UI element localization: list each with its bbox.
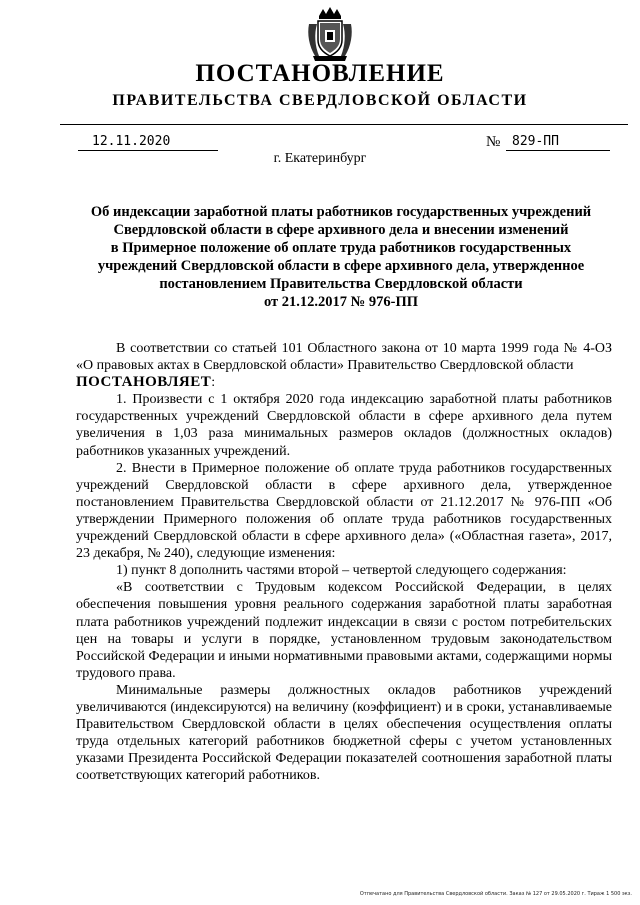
- heading-line: постановлением Правительства Свердловской области: [159, 276, 523, 292]
- heading-line: от 21.12.2017 № 976-ПП: [263, 294, 418, 310]
- heading-line: в Примерное положение об оплате труда работников государственных: [110, 240, 572, 256]
- header-divider: [60, 124, 628, 125]
- coat-of-arms-icon: [305, 6, 355, 62]
- document-heading: [70, 203, 612, 311]
- paragraph-3: 1) пункт 8 дополнить частями второй – четвертой следующего содержания:: [116, 563, 567, 579]
- paragraph-4: «В соответствии с Трудовым кодексом Российской Федерации, в целях обеспечения повышения уровня реального содержания заработной платы заработная плата работников учреждений подлежит индексации в связи с ростом потребительских цен на товары и услуги в порядке, установленном трудовым законодательством Российской Федерации и иными нормативными правовыми актами, содержащими нормы трудового права.: [76, 580, 612, 681]
- paragraph-2: 2. Внести в Примерное положение об оплате труда работников государственных учреждений Свердловской области в сфере архивного дела, утвержденное постановлением Правительства Свердловской области от 21.12.2017 № 976-ПП «Об утверждении Примерного положения об оплате труда работников государственных учреждений Свердловской области в сфере архивного дела» («Областная газета», 2017, 23 декабря, № 240), следующие изменения:: [76, 460, 612, 562]
- paragraph-1: 1. Произвести с 1 октября 2020 года индексацию заработной платы работников государственных учреждений Свердловской области в сфере архивного дела путем увеличения в 1,03 раза минимальных размеров окладов (должностных окладов) работников указанных учреждений.: [76, 392, 612, 459]
- decree-colon: :: [211, 375, 216, 391]
- intro-paragraph: В соответствии со статьей 101 Областного закона от 10 марта 1999 года № 4-ОЗ «О правовых актах в Свердловской области» Правительство Свердловской области: [76, 341, 612, 374]
- number-label: №: [486, 134, 501, 150]
- heading-line: Об индексации заработной платы работников государственных учреждений: [90, 204, 592, 220]
- paragraph-5: Минимальные размеры должностных окладов работников учреждений увеличиваются (индексируются) на величину (коэффициент) и в сроки, устанавливаемые Правительством Свердловской области в целях обеспечения осуществления оплаты труда отдельных категорий работников бюджетной сферы с учетом установленных указами Президента Российской Федерации показателей соотношения заработной платы соответствующих категорий работников.: [76, 682, 612, 784]
- print-imprint: Отпечатано для Правительства Свердловской области. Заказ № 127 от 29.05.2020 г. Тираж 1 500 экз.: [359, 891, 632, 897]
- document-number: 829-ПП: [506, 134, 610, 151]
- decree-line: [76, 374, 612, 391]
- decree-word: ПОСТАНОВЛЯЕТ: [76, 374, 212, 391]
- document-type-title: ПОСТАНОВЛЕНИЕ: [195, 60, 445, 87]
- heading-line: учреждений Свердловской области в сфере архивного дела, утвержденное: [97, 258, 585, 274]
- document-body: [76, 340, 612, 784]
- city: г. Екатеринбург: [273, 151, 367, 166]
- document-date: 12.11.2020: [78, 134, 218, 151]
- heading-line: Свердловской области в сфере архивного дела и внесении изменений: [113, 222, 569, 238]
- issuing-authority: ПРАВИТЕЛЬСТВА СВЕРДЛОВСКОЙ ОБЛАСТИ: [112, 92, 528, 109]
